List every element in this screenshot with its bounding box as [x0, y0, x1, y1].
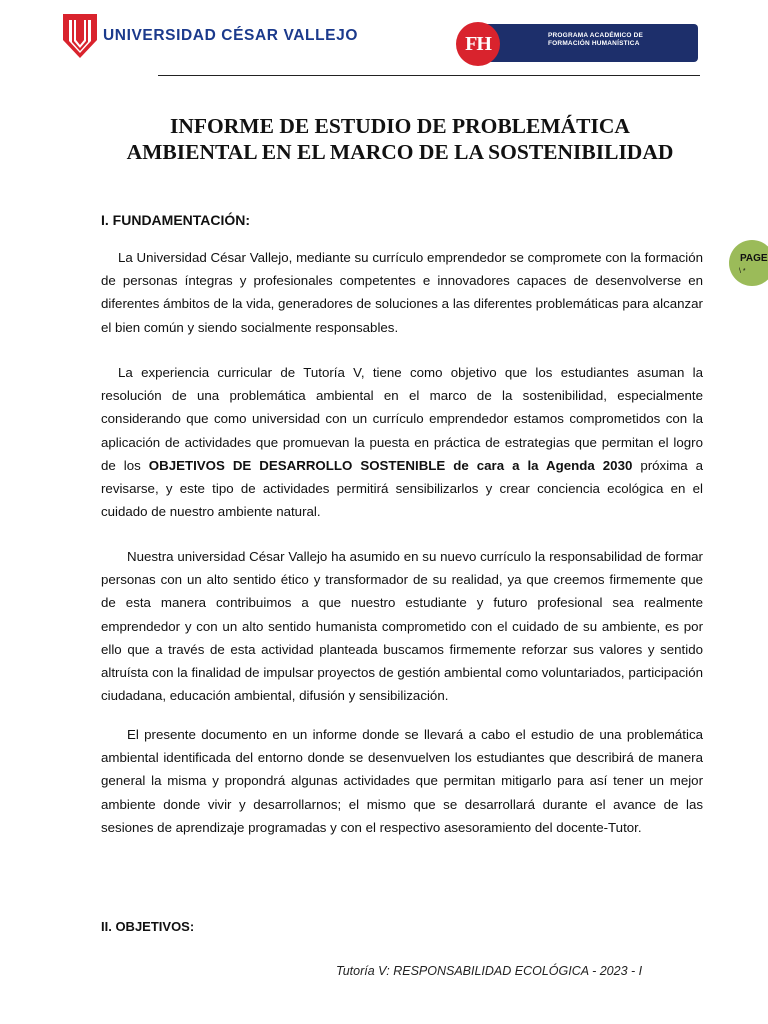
fh-program-name — [548, 32, 643, 48]
paragraph-2-text-a: La experiencia curricular de Tutoría V, tiene como objetivo que los estudiantes asuman la resolución de una problemática ambiental en el marco de la sostenibilidad, especialmente considerando que como universidad con un currículo emprendedor estamos comprometidos con la aplicación de actividades que promuevan la puesta en práctica de estrategias que permitan el logro de los — [101, 365, 703, 473]
university-name: UNIVERSIDAD CÉSAR VALLEJO — [103, 27, 358, 44]
page-badge-sub: \ * — [739, 268, 746, 275]
section-heading-objetivos: II. OBJETIVOS: — [101, 919, 195, 934]
page-number-badge — [729, 240, 768, 286]
paragraph-2-text-b: próxima a revisarse, y este tipo de actividades permitirá sensibilizarlos y crear conciencia ecológica en el cuidado de nuestro ambiente natural. — [101, 457, 703, 520]
ucv-logo — [63, 14, 358, 58]
document-title-line1: INFORME DE ESTUDIO DE PROBLEMÁTICA — [170, 114, 630, 138]
page-footer: Tutoría V: RESPONSABILIDAD ECOLÓGICA - 2023 - I — [336, 964, 643, 978]
page-header — [0, 0, 768, 90]
section-heading-fundamentacion: I. FUNDAMENTACIÓN: — [101, 212, 251, 228]
document-title-line2: AMBIENTAL EN EL MARCO DE LA SOSTENIBILIDAD — [126, 140, 674, 164]
paragraph-1: La Universidad César Vallejo, mediante su currículo emprendedor se compromete con la formación de personas íntegras y profesionales competentes e innovadores capaces de desenvolverse en diferentes ámbitos de la vida, generadores de soluciones a las diferentes problemáticas para alcanzar el bien común y siendo socialmente responsables. — [101, 250, 703, 335]
fh-program-logo — [456, 22, 698, 66]
document-title — [80, 113, 720, 165]
fh-program-name-line2: FORMACIÓN HUMANÍSTICA — [548, 40, 640, 47]
fh-program-name-line1: PROGRAMA ACADÉMICO DE — [548, 32, 644, 39]
paragraph-3: Nuestra universidad César Vallejo ha asumido en su nuevo currículo la responsabilidad de formar personas con un alto sentido ético y transformador de su realidad, ya que creemos firmemente que de esta manera contribuimos a que nuestro estudiante y futuro profesional sea realmente emprendedor y con un alto sentido humanista comprometido con el cuidado de su ambiente, es por ello que a través de esta actividad planteada buscamos firmemente reforzar sus valores y sentido altruísta con la finalidad de impulsar proyectos de gestión ambiental como voluntariados, participación ciudadana, educación ambiental, difusión y sensibilización. — [101, 549, 703, 704]
paragraph-2-bold: OBJETIVOS DE DESARROLLO SOSTENIBLE de cara a la Agenda 2030 — [148, 457, 633, 473]
paragraph-4: El presente documento en un informe donde se llevará a cabo el estudio de una problemática ambiental identificada del entorno donde se desenvuelven los estudiantes que describirá de manera general la misma y propondrá algunas actividades que permitan mitigarlo para así tener un mejor ambiente donde vivir y desarrollarnos; el mismo que se desarrollará durante el avance de las sesiones de aprendizaje programadas y con el respectivo asesoramiento del docente-Tutor. — [101, 727, 703, 835]
fh-emblem: FH — [456, 22, 500, 66]
page-badge-label: PAGE — [740, 253, 768, 264]
header-divider — [158, 75, 700, 76]
paragraph-2 — [101, 361, 703, 523]
ucv-shield-icon — [63, 14, 97, 58]
